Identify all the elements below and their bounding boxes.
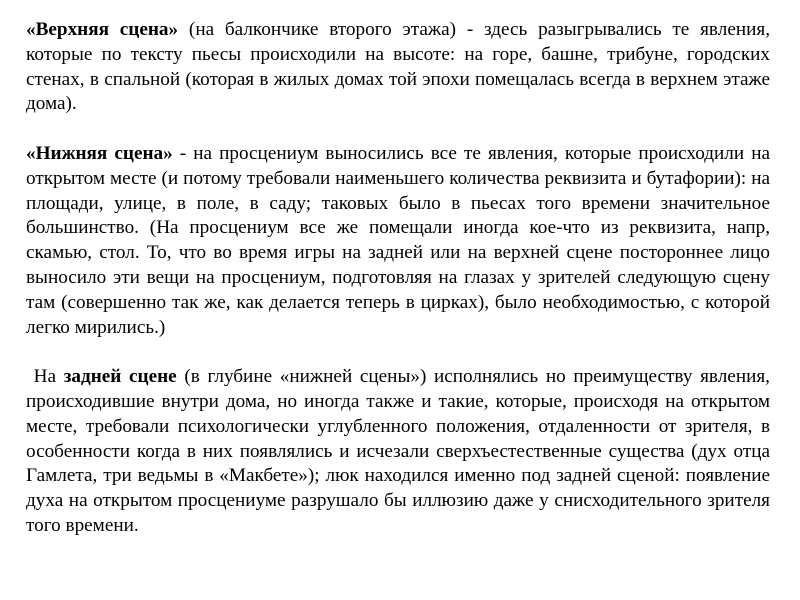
paragraph-back-stage-text: (в глубине «нижней сцены») исполнялись но преимуществу явления, происходившие внутри дома, но иногда также и такие, которые, происходя на открытом месте, требовали психологически углубленного положения, отдаленности от зрителя, в особенности когда в них появлялись и исчезали сверхъестественные существа (дух отца Гамлета, три ведьмы в «Макбете»); люк находился именно под задней сценой: появление духа на открытом просцениуме разрушало бы иллюзию даже у снисходительного зрителя того времени. (26, 366, 770, 536)
paragraph-lower-stage-text: - на просцениум выносились все те явления, которые происходили на открытом месте (и потому требовали наименьшего количества реквизита и бутафории): на площади, улице, в поле, в саду; таковых было в пьесах того времени значительное большинство. (На просцениум все же помещали иногда кое-что из реквизита, напр, скамью, стол. То, что во время игры на задней или на верхней сцене постороннее лицо выносило эти вещи на просцениум, подготовляя на глазах у зрителей следующую сцену там (совершенно так же, как делается теперь в цирках), было необходимостью, с которой легко мирились.) (26, 142, 771, 338)
term-upper-stage: «Верхняя сцена» (26, 19, 179, 40)
term-back-stage: задней сцене (63, 366, 177, 388)
paragraph-lower-stage (26, 142, 770, 340)
paragraph-back-stage (26, 365, 770, 539)
paragraph-upper-stage-text: (на балкончике второго этажа) - здесь разыгрывались те явления, которые по тексту пьесы происходили на высоте: на горе, башне, трибуне, городских стенах, в спальной (которая в жилых домах той эпохи помещалась всегда в верхнем этаже дома). (26, 19, 770, 115)
paragraph-back-stage-prefix: На (33, 366, 64, 388)
term-lower-stage: «Нижняя сцена» (26, 142, 173, 164)
paragraph-upper-stage (26, 18, 770, 117)
